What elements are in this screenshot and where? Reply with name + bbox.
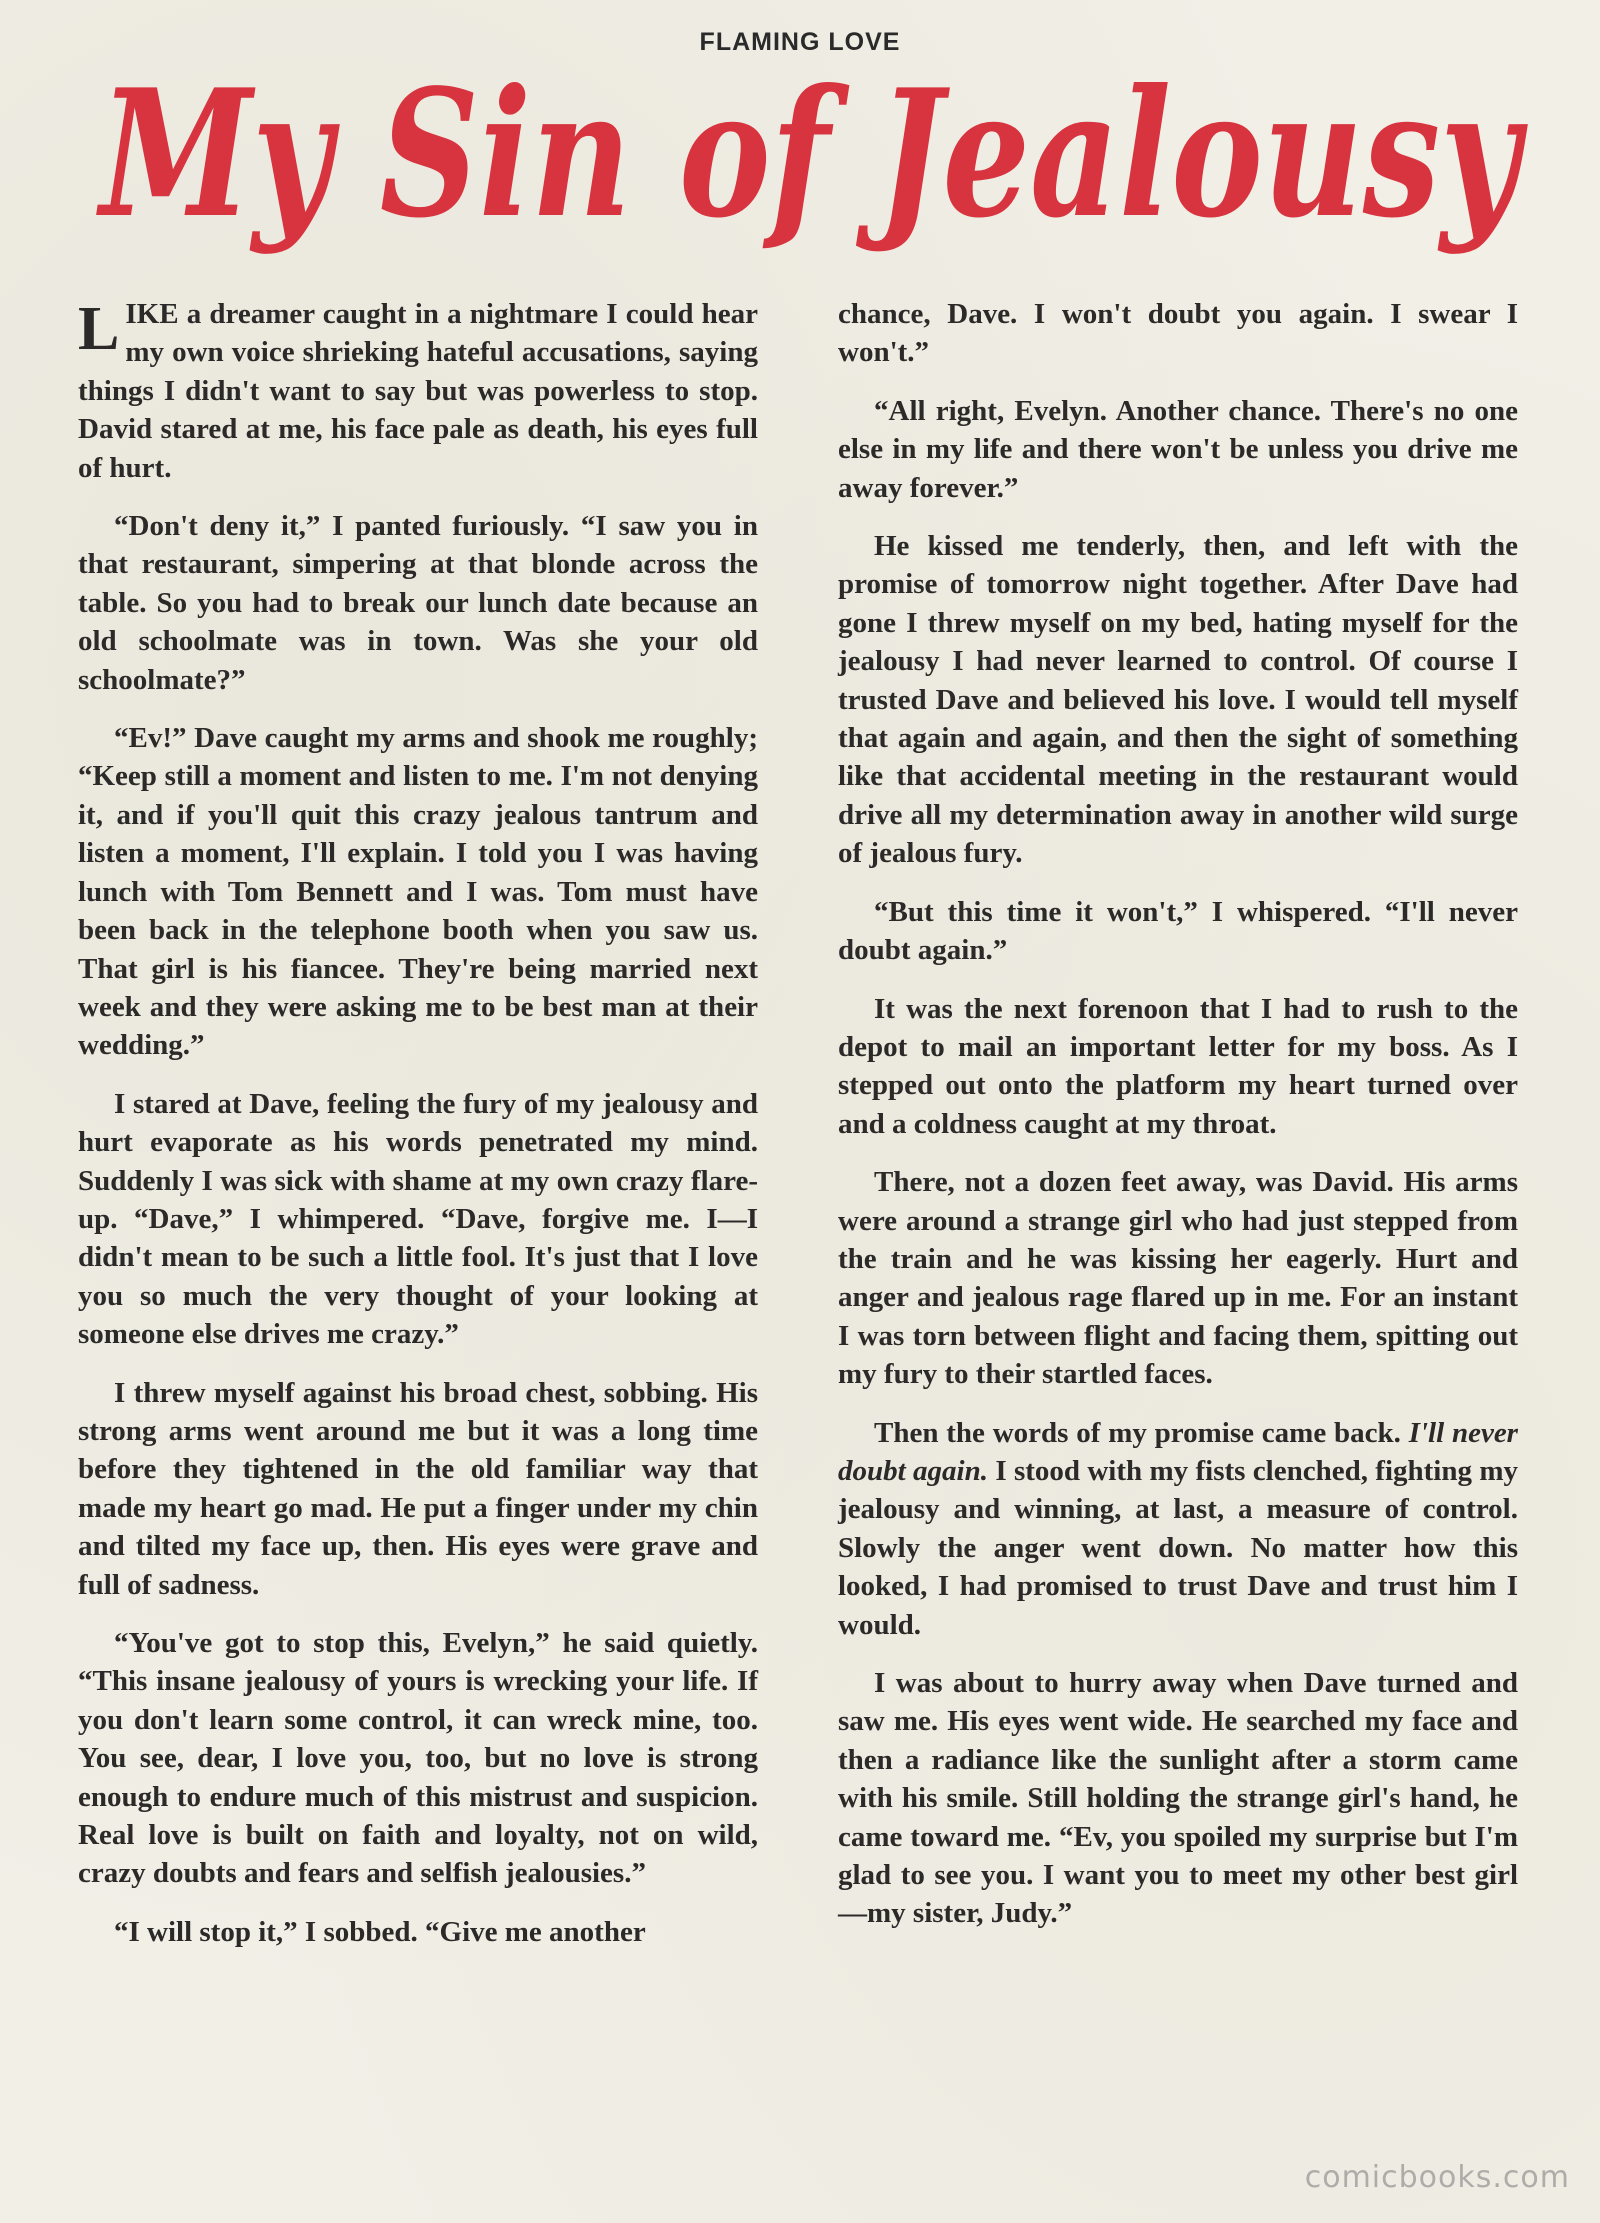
- lead-in: IKE: [125, 298, 179, 330]
- paragraph: chance, Dave. I won't doubt you again. I swear I won't.”: [838, 298, 1518, 369]
- paragraph: “You've got to stop this, Evelyn,” he said quietly. “This insane jealousy of yours is wrecking your life. If you don't learn some control, it can wreck mine, too. You see, dear, I love you, too, but no love is strong enough to endure much of this mistrust and suspicion. Real love is built on faith and loyalty, not on wild, crazy doubts and fears and selfish jealousies.”: [78, 1627, 758, 1890]
- paragraph: [838, 1414, 1518, 1644]
- drop-cap: L: [78, 295, 120, 363]
- paragraph-text: a dreamer caught in a nightmare I could hear my own voice shrieking hateful accusations, saying things I didn't want to say but was powerless to stop. David stared at me, his face pale as death, his eyes full of hurt.: [78, 298, 758, 484]
- story-title-text: My Sin of Jealousy: [96, 52, 1529, 257]
- paragraph: There, not a dozen feet away, was David. His arms were around a strange girl who had just stepped from the train and he was kissing her eagerly. Hurt and anger and jealous rage flared up in me. For an instant I was torn between flight and facing them, spitting out my fury to their startled faces.: [838, 1166, 1518, 1391]
- paragraph-text: Then the words of my promise came back.: [874, 1416, 1409, 1449]
- paragraph: I stared at Dave, feeling the fury of my jealousy and hurt evaporate as his words penetrated my mind. Suddenly I was sick with shame at my own crazy flare-up. “Dave,” I whimpered. “Dave, forgive me. I—I didn't mean to be such a little fool. It's just that I love you so much the very thought of your looking at someone else drives me crazy.”: [78, 1087, 758, 1351]
- running-head: FLAMING LOVE: [699, 28, 901, 56]
- paragraph: “Don't deny it,” I panted furiously. “I saw you in that restaurant, simpering at that blonde across the table. So you had to break our lunch date because an old schoolmate was in town. Was she your old schoolmate?”: [78, 510, 758, 696]
- paragraph: [78, 295, 758, 487]
- paragraph: I threw myself against his broad chest, sobbing. His strong arms went around me but it was a long time before they tightened in the old familiar way that made my heart go mad. He put a finger under my chin and tilted my face up, then. His eyes were grave and full of sadness.: [78, 1376, 758, 1601]
- story-title-graphic: [80, 30, 1540, 280]
- paragraph: “I will stop it,” I sobbed. “Give me another: [114, 1915, 646, 1948]
- paragraph: “But this time it won't,” I whispered. “I'll never doubt again.”: [838, 895, 1518, 967]
- right-column: [838, 295, 1518, 2135]
- paragraph: “All right, Evelyn. Another chance. There's no one else in my life and there won't be unless you drive me away forever.”: [838, 394, 1518, 504]
- site-watermark: comicbooks.com: [1304, 2160, 1570, 2195]
- emphasized-text: I'll never doubt again.: [838, 1416, 1518, 1487]
- left-column: [78, 295, 758, 2135]
- paragraph: “Ev!” Dave caught my arms and shook me roughly; “Keep still a moment and listen to me. I'm not denying it, and if you'll quit this crazy jealous tantrum and listen a moment, I'll explain. I told you I was having lunch with Tom Bennett and I was. Tom must have been back in the telephone booth when you saw us. That girl is his fiancee. They're being married next week and they were asking me to be best man at their wedding.”: [78, 722, 758, 1062]
- paragraph-text: I stood with my fists clenched, fighting my jealousy and winning, at last, a measure of control. Slowly the anger went down. No matter how this looked, I had promised to trust Dave and trust him I would.: [838, 1454, 1518, 1641]
- paragraph: He kissed me tenderly, then, and left with the promise of tomorrow night together. After Dave had gone I threw myself on my bed, hating myself for the jealousy I had never learned to control. Of course I trusted Dave and believed his love. I would tell myself that again and again, and then the sight of something like that accidental meeting in the restaurant would drive all my determination away in another wild surge of jealous fury.: [838, 530, 1518, 870]
- paragraph: It was the next forenoon that I had to rush to the depot to mail an important letter for my boss. As I stepped out onto the platform my heart turned over and a coldness caught at my throat.: [838, 992, 1518, 1140]
- paragraph: I was about to hurry away when Dave turned and saw me. His eyes went wide. He searched my face and then a radiance like the sunlight after a storm came with his smile. Still holding the strange girl's hand, he came toward me. “Ev, you spoiled my surprise but I'm glad to see you. I want you to meet my other best girl—my sister, Judy.”: [838, 1667, 1518, 1930]
- story-title: [80, 30, 1540, 280]
